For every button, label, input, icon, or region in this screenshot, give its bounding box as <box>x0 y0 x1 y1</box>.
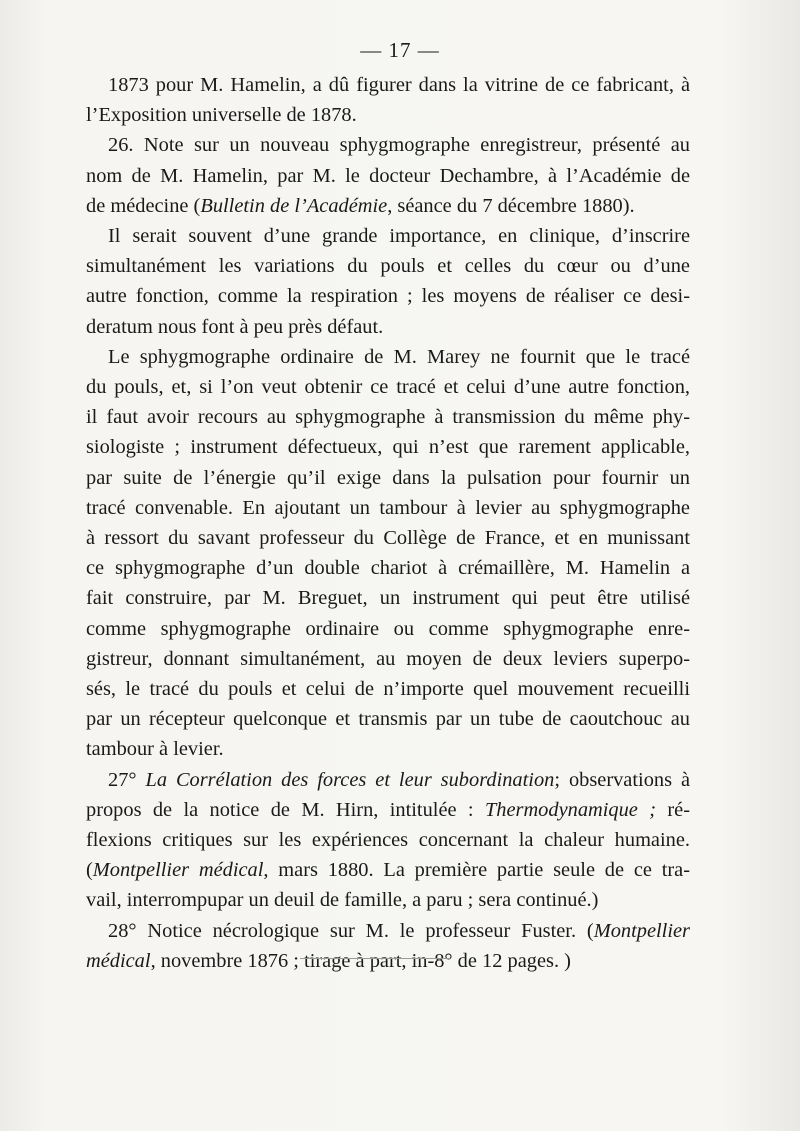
paragraph-p2 <box>86 130 690 221</box>
text-run: à ressort du savant professeur du Collège de France, et en munissant <box>86 527 690 550</box>
body-text <box>86 70 690 976</box>
text-line <box>86 221 690 251</box>
text-run: il faut avoir recours au sphygmographe à transmission du même phy- <box>86 406 690 429</box>
italic-title: Montpellier <box>593 919 690 942</box>
text-line <box>86 916 690 946</box>
text-run: , novembre 1876 ; tirage à part, in-8° de 12 pages. ) <box>150 949 571 972</box>
text-line <box>86 372 690 402</box>
text-line <box>86 281 690 311</box>
page-number: — 17 — <box>360 38 440 62</box>
text-line <box>86 493 690 523</box>
text-run: siologiste ; instrument défectueux, qui n’est que rarement applicable, <box>86 436 690 459</box>
text-line <box>86 312 690 342</box>
text-line <box>86 825 690 855</box>
paragraph-p1 <box>86 70 690 130</box>
paragraph-p3 <box>86 221 690 342</box>
text-line <box>86 583 690 613</box>
text-run: propos de la notice de M. Hirn, intitulée : <box>86 798 485 821</box>
text-line <box>86 251 690 281</box>
text-run: ce sphygmographe d’un double chariot à crémaillère, M. Hamelin a <box>86 557 690 580</box>
text-line <box>86 644 690 674</box>
text-line <box>86 765 690 795</box>
text-line <box>86 523 690 553</box>
text-line <box>86 946 690 976</box>
italic-title: Montpellier médical <box>92 859 264 882</box>
text-line <box>86 734 690 764</box>
paragraph-p6 <box>86 916 690 976</box>
text-run: nom de M. Hamelin, par M. le docteur Dechambre, à l’Académie de <box>86 164 690 187</box>
text-line <box>86 614 690 644</box>
text-run: de médecine ( <box>86 194 201 217</box>
text-run: 1873 pour M. Hamelin, a dû figurer dans la vitrine de ce fabricant, à <box>108 74 690 96</box>
text-run: ( <box>86 859 93 882</box>
text-run: Il serait souvent d’une grande importance, en clinique, d’inscrire <box>108 225 690 248</box>
text-line <box>86 885 690 915</box>
text-line <box>86 704 690 734</box>
text-run: sés, le tracé du pouls et celui de n’importe quel mouvement recueilli <box>86 678 690 701</box>
paragraph-p5 <box>86 765 690 916</box>
paragraph-p4 <box>86 342 690 765</box>
text-run: comme sphygmographe ordinaire ou comme sphygmographe enre- <box>86 617 690 640</box>
text-line <box>86 342 690 372</box>
text-line <box>86 795 690 825</box>
text-run: simultanément les variations du pouls et celles du cœur ou d’une <box>86 255 690 278</box>
text-run: tambour à levier. <box>86 738 224 761</box>
text-line <box>86 70 690 100</box>
text-run: , séance du 7 décembre 1880). <box>387 194 635 217</box>
text-line <box>86 100 690 130</box>
closing-rule <box>300 958 450 959</box>
text-run: l’Exposition universelle de 1878. <box>86 104 357 127</box>
text-run: autre fonction, comme la respiration ; les moyens de réaliser ce desi- <box>86 285 690 308</box>
text-run: du pouls, et, si l’on veut obtenir ce tracé et celui d’une autre fonction, <box>86 376 690 399</box>
text-run: fait construire, par M. Breguet, un instrument qui peut être utilisé <box>86 587 690 610</box>
text-run: ; observations à <box>554 768 690 791</box>
italic-title: La Corrélation des forces et leur subordination <box>145 768 555 791</box>
text-line <box>86 402 690 432</box>
italic-title: médical <box>86 949 151 972</box>
text-run: 27° <box>108 768 146 791</box>
text-line <box>86 674 690 704</box>
text-run: tracé convenable. En ajoutant un tambour à levier au sphygmographe <box>86 496 690 519</box>
text-line <box>86 855 690 885</box>
text-run: vail, interrompupar un deuil de famille, a paru ; sera continué.) <box>86 889 599 912</box>
text-run: Le sphygmographe ordinaire de M. Marey ne fournit que le tracé <box>108 345 690 368</box>
text-run: 28° Notice nécrologique sur M. le professeur Fuster. ( <box>108 919 594 942</box>
text-run: deratum nous font à peu près défaut. <box>86 315 384 338</box>
text-run: gistreur, donnant simultanément, au moyen de deux leviers superpo- <box>86 647 690 670</box>
italic-title: Bulletin de l’Académie <box>200 194 388 217</box>
text-run: par suite de l’énergie qu’il exige dans la pulsation pour fournir un <box>86 466 690 489</box>
text-run: ré- <box>656 798 690 821</box>
text-run: , mars 1880. La première partie seule de ce tra- <box>263 859 690 882</box>
text-line <box>86 161 690 191</box>
text-run: par un récepteur quelconque et transmis par un tube de caoutchouc au <box>86 708 690 731</box>
text-run: flexions critiques sur les expériences concernant la chaleur humaine. <box>86 829 690 852</box>
text-line <box>86 553 690 583</box>
text-run: 26. Note sur un nouveau sphygmographe enregistreur, présenté au <box>108 134 690 157</box>
text-line <box>86 130 690 160</box>
text-line <box>86 463 690 493</box>
text-line <box>86 432 690 462</box>
italic-title: Thermodynamique ; <box>484 798 656 821</box>
text-line <box>86 191 690 221</box>
